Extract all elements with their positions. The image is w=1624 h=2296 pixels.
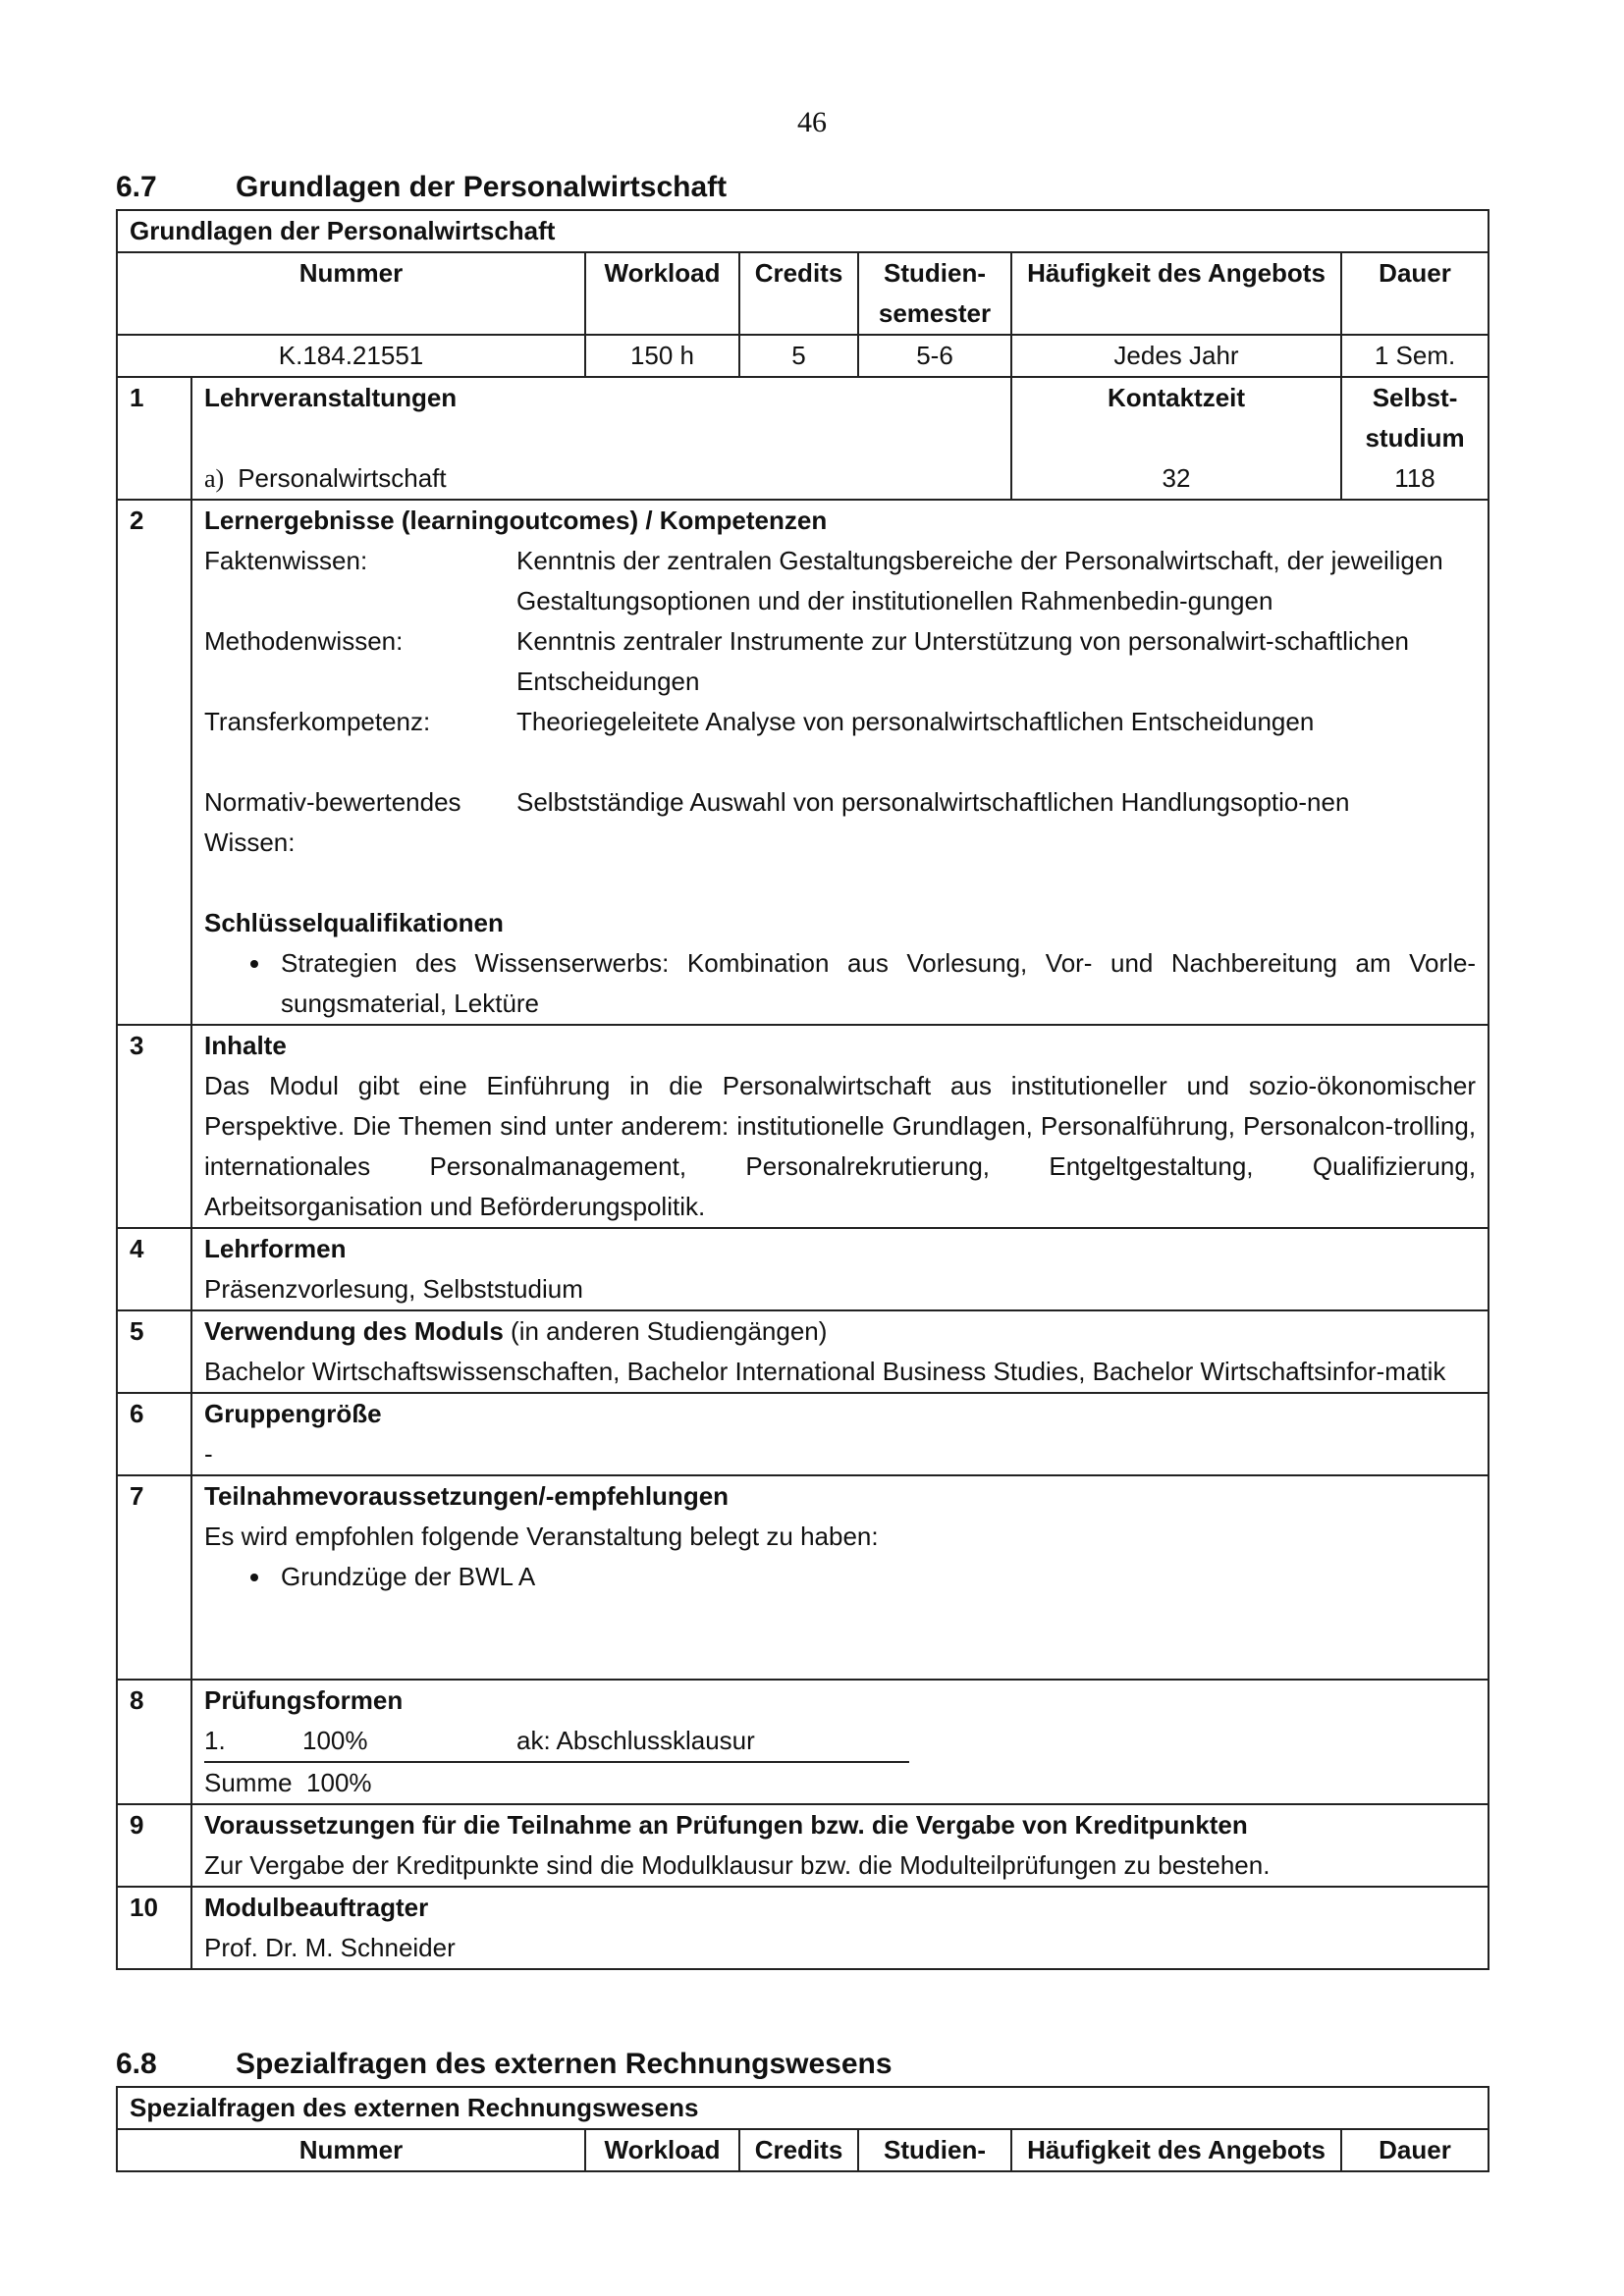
section-number: 6.8 — [116, 2048, 157, 2080]
value-haeufigkeit: Jedes Jahr — [1011, 335, 1341, 377]
row-title: Lehrformen — [204, 1234, 347, 1263]
header-studiensemester: Studien- — [858, 2129, 1011, 2171]
row-number: 7 — [117, 1475, 191, 1680]
usage-text: Bachelor Wirtschaftswissenschaften, Bachelor International Business Studies, Bachelor Wirtschaftsinfor-matik — [204, 1357, 1446, 1386]
row-gruppengroesse — [117, 1393, 1489, 1475]
row-title: Verwendung des Moduls — [204, 1316, 504, 1346]
row-number: 9 — [117, 1804, 191, 1887]
row-title: Lehrveranstaltungen — [204, 383, 458, 412]
exam-index: 1. — [204, 1726, 226, 1755]
value-dauer: 1 Sem. — [1341, 335, 1489, 377]
selbststudium-label: Selbst-studium — [1365, 383, 1465, 453]
kontaktzeit-value: 32 — [1162, 463, 1191, 493]
exam-percent: 100% — [302, 1726, 368, 1755]
header-dauer: Dauer — [1341, 252, 1489, 335]
row-title: Inhalte — [204, 1031, 287, 1060]
row-title: Teilnahmevoraussetzungen/-empfehlungen — [204, 1481, 730, 1511]
row-number: 6 — [117, 1393, 191, 1475]
module-info-header-row — [117, 252, 1489, 335]
row-number: 4 — [117, 1228, 191, 1310]
row-title: Modulbeauftragter — [204, 1893, 429, 1922]
exam-sum: Summe 100% — [204, 1768, 372, 1797]
header-nummer: Nummer — [117, 252, 585, 335]
row-teilnahmevoraussetzungen — [117, 1475, 1489, 1680]
competence-text: Kenntnis der zentralen Gestaltungsbereiche der Personalwirtschaft, der jeweiligen Gestaltungsoptionen und der institutionellen Rahmenbedin-gungen — [516, 546, 1443, 615]
value-nummer: K.184.21551 — [117, 335, 585, 377]
row-number: 2 — [117, 500, 191, 1025]
competence-label: Methodenwissen: — [204, 626, 404, 656]
competence-label: Transferkompetenz: — [204, 707, 431, 736]
header-haeufigkeit: Häufigkeit des Angebots — [1011, 2129, 1341, 2171]
row-title: Lernergebnisse (learningoutcomes) / Kompetenzen — [204, 506, 828, 535]
row-lehrveranstaltungen — [117, 377, 1489, 500]
row-number: 1 — [117, 377, 191, 500]
row-number: 10 — [117, 1887, 191, 1969]
row-inhalte — [117, 1025, 1489, 1228]
row-number: 5 — [117, 1310, 191, 1393]
row-number: 8 — [117, 1680, 191, 1804]
page-number: 46 — [797, 106, 827, 138]
section-title: Grundlagen der Personalwirtschaft — [236, 171, 728, 203]
value-credits: 5 — [739, 335, 858, 377]
exam-requirements-text: Zur Vergabe der Kreditpunkte sind die Modulklausur bzw. die Modulteilprüfungen zu bestehen. — [204, 1850, 1271, 1880]
header-studiensemester: Studien-semester — [858, 252, 1011, 335]
section-heading-6-7 — [116, 171, 727, 204]
row-number: 3 — [117, 1025, 191, 1228]
module-title: Spezialfragen des externen Rechnungswesens — [117, 2087, 1489, 2129]
header-workload: Workload — [585, 2129, 739, 2171]
module-info-value-row — [117, 335, 1489, 377]
course-item-marker: a) — [204, 464, 225, 493]
exam-line — [204, 1721, 909, 1763]
competence-label: Faktenwissen: — [204, 546, 368, 575]
header-credits: Credits — [739, 2129, 858, 2171]
course-item — [204, 458, 999, 499]
exam-name: ak: Abschlussklausur — [516, 1726, 755, 1755]
row-voraussetzungen-pruefung — [117, 1804, 1489, 1887]
module-table-rechnungswesen — [116, 2086, 1489, 2172]
prerequisite-item: • Grundzüge der BWL A — [273, 1557, 1476, 1597]
module-title: Grundlagen der Personalwirtschaft — [117, 210, 1489, 252]
row-lehrformen — [117, 1228, 1489, 1310]
group-size-text: - — [204, 1439, 213, 1468]
row-title: Prüfungsformen — [204, 1685, 404, 1715]
competence-text: Kenntnis zentraler Instrumente zur Unterstützung von personalwirt-schaftlichen Entscheidungen — [516, 626, 1409, 696]
competence-label: Normativ-bewertendes Wissen: — [204, 787, 461, 857]
row-pruefungsformen — [117, 1680, 1489, 1804]
section-title: Spezialfragen des externen Rechnungswesens — [236, 2048, 893, 2080]
header-dauer: Dauer — [1341, 2129, 1489, 2171]
module-coordinator: Prof. Dr. M. Schneider — [204, 1933, 456, 1962]
header-haeufigkeit: Häufigkeit des Angebots — [1011, 252, 1341, 335]
header-credits: Credits — [739, 252, 858, 335]
key-qualification-item: • Strategien des Wissenserwerbs: Kombination aus Vorlesung, Vor- und Nachbereitung am Vorle-sungsmaterial, Lektüre — [273, 943, 1476, 1024]
row-lernergebnisse — [117, 500, 1489, 1025]
header-workload: Workload — [585, 252, 739, 335]
row-modulbeauftragter — [117, 1887, 1489, 1969]
competence-text: Selbstständige Auswahl von personalwirtschaftlichen Handlungsoptio-nen — [516, 787, 1350, 817]
key-qualifications-title: Schlüsselqualifikationen — [204, 908, 504, 937]
row-title-suffix: (in anderen Studiengängen) — [503, 1316, 828, 1346]
row-verwendung — [117, 1310, 1489, 1393]
selbststudium-value: 118 — [1394, 463, 1435, 493]
row-title: Voraussetzungen für die Teilnahme an Prüfungen bzw. die Vergabe von Kreditpunkten — [204, 1810, 1248, 1840]
kontaktzeit-label: Kontaktzeit — [1107, 383, 1246, 412]
section-number: 6.7 — [116, 171, 157, 203]
module-info-header-row — [117, 2129, 1489, 2171]
section-heading-6-8 — [116, 2048, 893, 2081]
row-title: Gruppengröße — [204, 1399, 382, 1428]
course-item-name: Personalwirtschaft — [238, 463, 447, 493]
value-studiensemester: 5-6 — [858, 335, 1011, 377]
module-table-personalwirtschaft — [116, 209, 1489, 1970]
content-text: Das Modul gibt eine Einführung in die Personalwirtschaft aus institutioneller und sozio-ökonomischer Perspektive. Die Themen sind unter anderem: institutionelle Grundlagen, Personalführung, Personalcon-trolling, internationales Personalmanagement, Personalrekrutierung, Entgeltgestaltung, Qualifizierung, Arbeitsorganisation und Beförderungspolitik. — [204, 1071, 1477, 1221]
competence-text: Theoriegeleitete Analyse von personalwirtschaftlichen Entscheidungen — [516, 707, 1315, 736]
teaching-forms-text: Präsenzvorlesung, Selbststudium — [204, 1274, 583, 1304]
header-nummer: Nummer — [117, 2129, 585, 2171]
value-workload: 150 h — [585, 335, 739, 377]
prerequisites-text: Es wird empfohlen folgende Veranstaltung belegt zu haben: — [204, 1522, 879, 1551]
